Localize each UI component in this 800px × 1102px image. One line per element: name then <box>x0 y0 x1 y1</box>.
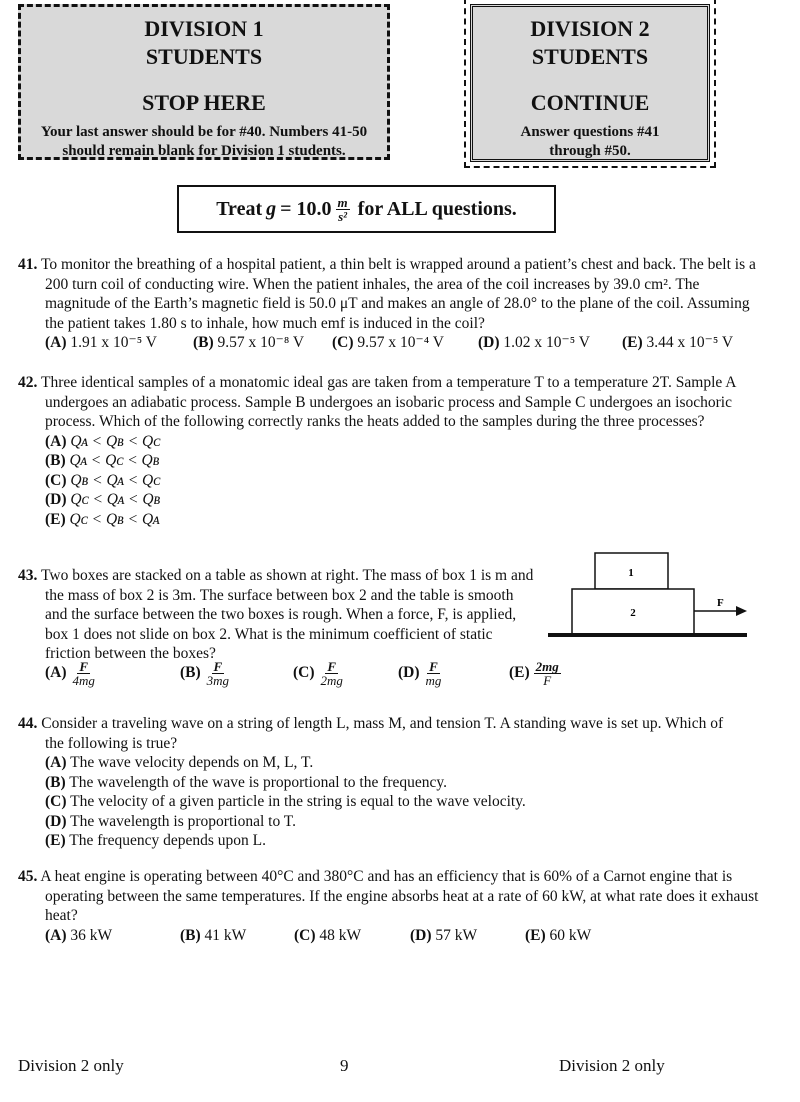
q44-text: Consider a traveling wave on a string of length L, mass M, and tension T. A standing wave is set up. Which of the following is true? <box>41 715 724 752</box>
q45-option-c[interactable]: (C) 48 kW <box>294 926 362 944</box>
q41-text: To monitor the breathing of a hospital patient, a thin belt is wrapped around a patient’s chest and back. The belt is a 200 turn coil of conducting wire. When the patient inhales, the area of the coil increases by 39.0 cm². The magnitude of the Earth’s magnetic field is 50.0 μT and makes an angle of 28.0° to the plane of the coil. Assuming the patient takes 1.80 s to inhale, how much emf is induced in the coil? <box>40 256 756 332</box>
box-2-label: 2 <box>630 607 636 619</box>
footer-right: Division 2 only <box>559 1056 665 1075</box>
question-43 <box>18 566 538 664</box>
q45-option-d[interactable]: (D) 57 kW <box>410 926 478 944</box>
treat-prefix: Treat <box>216 197 263 220</box>
force-label: F <box>717 597 724 609</box>
q42-option-d[interactable]: (D) Qᴄ < Qᴀ < Qʙ <box>45 491 161 508</box>
q43-options <box>18 660 763 696</box>
treat-suffix: for ALL questions. <box>357 197 517 220</box>
treat-unit-den: s² <box>338 208 348 224</box>
q45-option-b[interactable]: (B) 41 kW <box>180 926 247 944</box>
q41-number: 41. <box>18 256 38 273</box>
q43-text: Two boxes are stacked on a table as shown at right. The mass of box 1 is m and the mass of box 2 is 3m. The surface between box 2 and the table is smooth and the surface between the two boxes is rough. When a force, F, is applied, box 1 does not slide on box 2. What is the minimum coefficient of static friction between the boxes? <box>40 567 534 662</box>
division1-note: Your last answer should be for #40. Numbers 41-50 should remain blank for Division 1 students. <box>40 124 368 159</box>
q41-option-a[interactable]: (A) 1.91 x 10⁻⁵ V <box>45 334 157 351</box>
q44-option-b[interactable]: (B) The wavelength of the wave is proportional to the frequency. <box>45 773 448 791</box>
question-44 <box>18 714 738 851</box>
division2-continue: CONTINUE <box>530 90 650 115</box>
division2-note: Answer questions #41 through #50. <box>520 124 660 159</box>
gravity-note <box>177 185 556 233</box>
q43-number: 43. <box>18 567 38 584</box>
division1-notice <box>18 4 390 160</box>
q42-option-c[interactable]: (C) Qʙ < Qᴀ < Qᴄ <box>45 471 161 489</box>
q44-option-d[interactable]: (D) The wavelength is proportional to T. <box>45 812 296 830</box>
q42-option-e[interactable]: (E) Qᴄ < Qʙ < Qᴀ <box>45 510 160 528</box>
question-42 <box>18 373 763 529</box>
q45-text: A heat engine is operating between 40°C and 380°C and has an efficiency that is 60% of a Carnot engine that is operating between the same temperatures. If the engine absorbs heat at a rate of 60 kW, at what rate does it exhaust heat? <box>40 868 759 924</box>
boxes-diagram <box>545 550 755 642</box>
q41-option-c[interactable]: (C) 9.57 x 10⁻⁴ V <box>332 334 444 351</box>
q43-option-e[interactable]: (E) $\frac{2mg}{F}$ <box>509 659 559 688</box>
q43-option-c[interactable]: (C) $\frac{F}{2mg}$ <box>293 659 343 688</box>
q44-option-e[interactable]: (E) The frequency depends upon L. <box>45 832 266 849</box>
footer-left: Division 2 only <box>18 1056 124 1075</box>
q41-option-d[interactable]: (D) 1.02 x 10⁻⁵ V <box>478 334 590 351</box>
division2-notice <box>470 4 710 162</box>
q42-option-a[interactable]: (A) Qᴀ < Qʙ < Qᴄ <box>45 432 161 450</box>
q41-option-b[interactable]: (B) 9.57 x 10⁻⁸ V <box>193 334 305 351</box>
q42-text: Three identical samples of a monatomic ideal gas are taken from a temperature T to a temperature 2T. Sample A undergoes an adiabatic process. Sample B undergoes an isobaric process and Sample C undergoes an isochoric process. Which of the following correctly ranks the heats added to the samples during the three processes? <box>40 374 736 430</box>
q43-option-d[interactable]: (D) $\frac{F}{mg}$ <box>398 659 442 688</box>
page-number: 9 <box>340 1056 349 1075</box>
question-41 <box>18 255 763 355</box>
q43-option-a[interactable]: (A) $\frac{F}{4mg}$ <box>45 659 95 688</box>
q42-option-b[interactable]: (B) Qᴀ < Qᴄ < Qʙ <box>45 452 160 469</box>
treat-unit-num: m <box>337 194 348 210</box>
q43-option-b[interactable]: (B) $\frac{F}{3mg}$ <box>180 659 230 688</box>
treat-unit <box>336 196 350 223</box>
q41-option-e[interactable]: (E) 3.44 x 10⁻⁵ V <box>622 334 734 351</box>
q45-number: 45. <box>18 868 38 885</box>
division1-stop: STOP HERE <box>142 90 266 115</box>
q44-number: 44. <box>18 715 38 732</box>
division1-title: DIVISION 1 STUDENTS <box>144 16 264 69</box>
q44-option-a[interactable]: (A) The wave velocity depends on M, L, T. <box>45 754 314 771</box>
force-arrowhead <box>736 606 747 616</box>
box-1-label: 1 <box>628 567 634 579</box>
q45-option-a[interactable]: (A) 36 kW <box>45 926 113 944</box>
q45-option-e[interactable]: (E) 60 kW <box>525 926 592 944</box>
q42-number: 42. <box>18 374 38 391</box>
question-45 <box>18 867 763 948</box>
q44-option-c[interactable]: (C) The velocity of a given particle in the string is equal to the wave velocity. <box>45 793 526 810</box>
treat-eq: = 10.0 <box>280 197 332 220</box>
division2-title: DIVISION 2 STUDENTS <box>530 16 650 69</box>
treat-var: g <box>266 197 277 220</box>
